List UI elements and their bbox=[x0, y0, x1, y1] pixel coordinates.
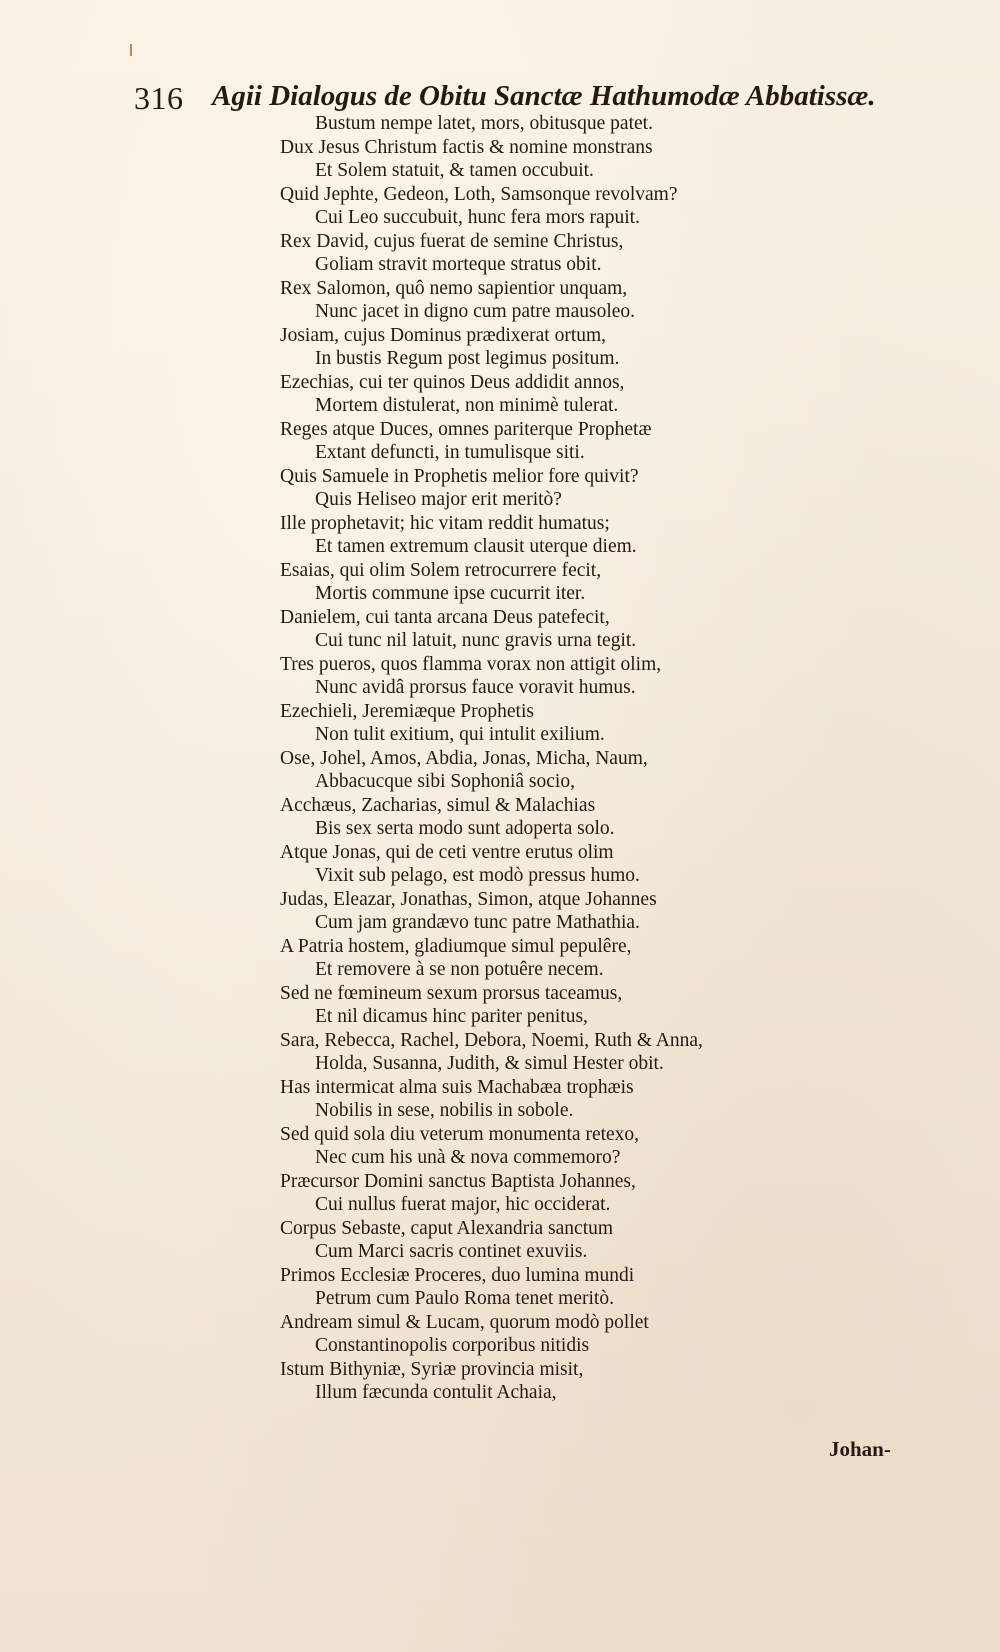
poem-line: Cui tunc nil latuit, nunc gravis urna tegit. bbox=[315, 630, 637, 651]
poem-line: Ezechias, cui ter quinos Deus addidit annos, bbox=[280, 371, 625, 393]
poem-line: Josiam, cujus Dominus prædixerat ortum, bbox=[280, 324, 607, 346]
poem-line: Rex Salomon, quô nemo sapientior unquam, bbox=[280, 277, 628, 299]
poem-line: Nec cum his unà & nova commemoro? bbox=[315, 1147, 621, 1168]
poem-line: Acchæus, Zacharias, simul & Malachias bbox=[280, 794, 596, 816]
poem-line: Nunc jacet in digno cum patre mausoleo. bbox=[315, 301, 636, 322]
poem-line: Holda, Susanna, Judith, & simul Hester obit. bbox=[315, 1053, 664, 1074]
poem-line: Extant defuncti, in tumulisque siti. bbox=[315, 442, 585, 463]
page-number: 316 bbox=[134, 80, 184, 116]
poem-line: Non tulit exitium, qui intulit exilium. bbox=[315, 724, 605, 745]
poem-line: Quis Samuele in Prophetis melior fore quivit? bbox=[280, 465, 639, 487]
poem-line: Nobilis in sese, nobilis in sobole. bbox=[315, 1100, 574, 1121]
poem-line: Rex David, cujus fuerat de semine Christus, bbox=[280, 230, 624, 252]
poem-line: Sed ne fœmineum sexum prorsus taceamus, bbox=[280, 982, 623, 1004]
poem-line: In bustis Regum post legimus positum. bbox=[315, 348, 620, 369]
poem-line: Et nil dicamus hinc pariter penitus, bbox=[315, 1006, 588, 1027]
poem-line: Danielem, cui tanta arcana Deus patefecit, bbox=[280, 606, 610, 628]
poem-line: Vixit sub pelago, est modò pressus humo. bbox=[315, 865, 640, 886]
poem-line: Cui Leo succubuit, hunc fera mors rapuit. bbox=[315, 207, 640, 228]
poem-line: Et Solem statuit, & tamen occubuit. bbox=[315, 160, 594, 181]
poem-line: Cum Marci sacris continet exuviis. bbox=[315, 1241, 588, 1262]
running-head: Agii Dialogus de Obitu Sanctæ Hathumodæ Abbatissæ. bbox=[212, 80, 876, 112]
poem-line: Esaias, qui olim Solem retrocurrere fecit, bbox=[280, 559, 602, 581]
poem-line: Has intermicat alma suis Machabæa trophæis bbox=[280, 1076, 634, 1098]
poem-line: Petrum cum Paulo Roma tenet meritò. bbox=[315, 1288, 614, 1309]
poem-line: Bis sex serta modo sunt adoperta solo. bbox=[315, 818, 615, 839]
poem-line: Corpus Sebaste, caput Alexandria sanctum bbox=[280, 1217, 614, 1239]
poem-line: Andream simul & Lucam, quorum modò pollet bbox=[280, 1311, 649, 1333]
poem-line: Bustum nempe latet, mors, obitusque patet. bbox=[315, 113, 653, 134]
poem-line: Cui nullus fuerat major, hic occiderat. bbox=[315, 1194, 611, 1215]
poem-line: A Patria hostem, gladiumque simul pepulêre, bbox=[280, 935, 632, 957]
poem-line: Constantinopolis corporibus nitidis bbox=[315, 1335, 590, 1356]
poem-line: Mortis commune ipse cucurrit iter. bbox=[315, 583, 586, 604]
poem-line: Primos Ecclesiæ Proceres, duo lumina mundi bbox=[280, 1264, 635, 1286]
poem-line: Nunc avidâ prorsus fauce voravit humus. bbox=[315, 677, 636, 698]
catchword: Johan- bbox=[829, 1437, 891, 1461]
poem-line: Judas, Eleazar, Jonathas, Simon, atque Johannes bbox=[280, 888, 657, 910]
poem-line: Ose, Johel, Amos, Abdia, Jonas, Micha, Naum, bbox=[280, 747, 648, 769]
poem-line: Sara, Rebecca, Rachel, Debora, Noemi, Ruth & Anna, bbox=[280, 1029, 703, 1051]
poem-line: Cum jam grandævo tunc patre Mathathia. bbox=[315, 912, 640, 933]
poem-line: Sed quid sola diu veterum monumenta retexo, bbox=[280, 1123, 640, 1145]
poem-line: Reges atque Duces, omnes pariterque Prophetæ bbox=[280, 418, 652, 440]
poem-line: Quis Heliseo major erit meritò? bbox=[315, 489, 562, 510]
poem-line: Abbacucque sibi Sophoniâ socio, bbox=[315, 771, 575, 792]
poem-line: Goliam stravit morteque stratus obit. bbox=[315, 254, 602, 275]
poem-line: Dux Jesus Christum factis & nomine monstrans bbox=[280, 136, 653, 158]
poem-line: Præcursor Domini sanctus Baptista Johannes, bbox=[280, 1170, 636, 1192]
poem-line: Et removere à se non potuêre necem. bbox=[315, 959, 604, 980]
poem-line: Quid Jephte, Gedeon, Loth, Samsonque revolvam? bbox=[280, 183, 678, 205]
poem-body bbox=[280, 112, 820, 1405]
red-ink-mark bbox=[130, 44, 132, 56]
poem-line: Tres pueros, quos flamma vorax non attigit olim, bbox=[280, 653, 662, 675]
poem-line: Et tamen extremum clausit uterque diem. bbox=[315, 536, 637, 557]
poem-line: Illum fæcunda contulit Achaia, bbox=[315, 1382, 557, 1403]
poem-line: Ille prophetavit; hic vitam reddit humatus; bbox=[280, 512, 610, 534]
poem-line: Istum Bithyniæ, Syriæ provincia misit, bbox=[280, 1358, 584, 1380]
poem-line: Atque Jonas, qui de ceti ventre erutus olim bbox=[280, 841, 614, 863]
poem-line: Ezechieli, Jeremiæque Prophetis bbox=[280, 700, 534, 722]
poem-line: Mortem distulerat, non minimè tulerat. bbox=[315, 395, 619, 416]
